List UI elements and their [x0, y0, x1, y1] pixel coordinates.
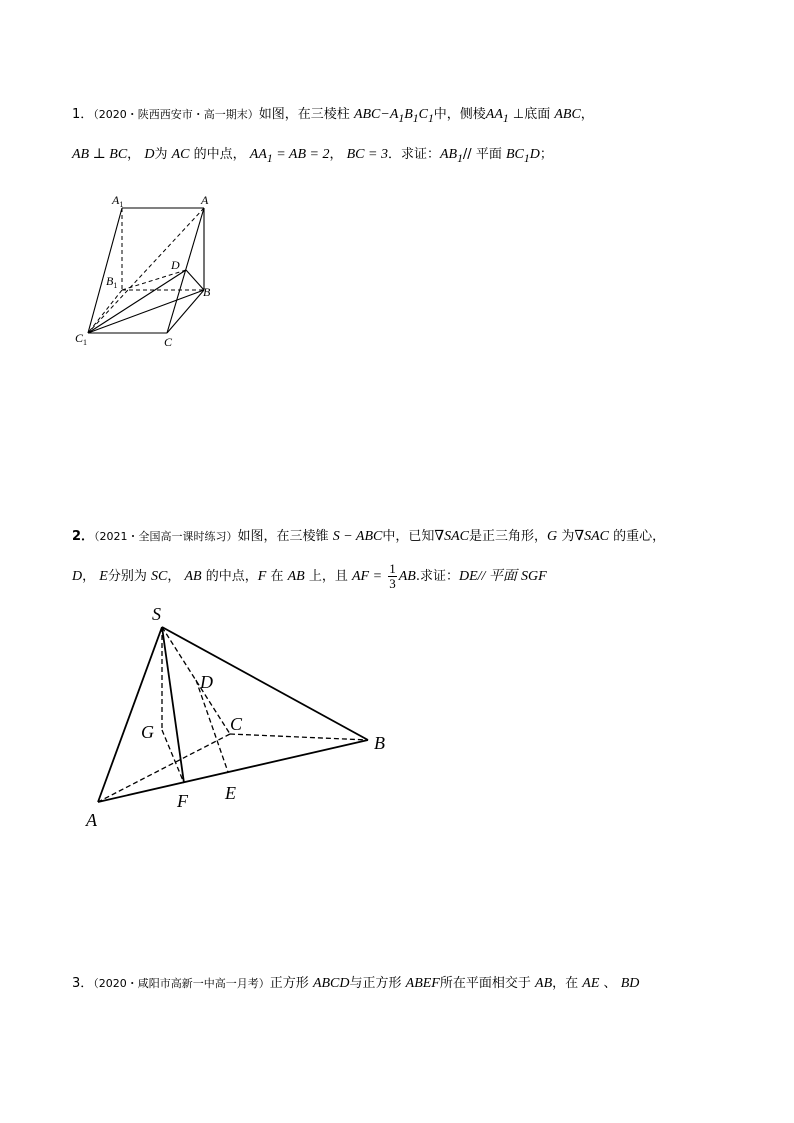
math-base: ABC	[554, 107, 581, 122]
math-sc: SC	[150, 569, 168, 584]
problem-number: 3．	[72, 976, 94, 991]
problem-2-line-2: D， E分别为 SC， AB 的中点，F 在 AB 上，且 AF = $\frac{1}{3}$ AB.求证：DE// 平面 SGF	[72, 561, 547, 591]
label-g: G	[141, 722, 154, 742]
text: 正方形	[269, 976, 309, 991]
math-de-parallel: DE// 平面	[458, 569, 517, 584]
text: 上，且	[308, 569, 348, 584]
text: 、	[603, 976, 617, 991]
edge-b1d-hidden	[122, 270, 186, 290]
math-ab-3: AB	[398, 569, 416, 584]
text: 与正方形	[349, 976, 402, 991]
math-prism: $ABC-A_1B_1C_1$	[353, 107, 434, 125]
label-a1: $A_1$	[112, 193, 124, 209]
problem-source: （2020・陕西西安市・高一期末）	[93, 108, 259, 121]
math-pyramid: S − ABC	[332, 529, 383, 544]
text: ；	[539, 147, 553, 162]
math-aa1: $AA_1$	[485, 107, 509, 125]
math-ac: AC	[171, 147, 190, 162]
edge-sf	[162, 627, 184, 783]
problem-source: （2020・咸阳市高新一中高一月考）	[93, 977, 270, 990]
math-f: F	[257, 569, 267, 584]
fraction-one-third: $\frac{1}{3}$	[389, 561, 396, 591]
problem-number: 2．	[72, 529, 95, 544]
text: 的重心，	[613, 529, 666, 544]
text: 分别为	[107, 569, 147, 584]
text: 如图，在三棱锥	[237, 529, 329, 544]
label-c: C	[230, 714, 243, 734]
text: .求证：	[415, 569, 459, 584]
math-e: E	[99, 569, 108, 584]
math-ab1: $AB_1$	[439, 147, 463, 165]
math-sgf: SGF	[521, 569, 547, 584]
edge-cb-hidden	[230, 734, 368, 740]
math-bc3: BC = 3	[346, 147, 388, 162]
text: 求证：	[400, 147, 440, 162]
math-d: D	[144, 147, 155, 162]
math-aa1-eq: $AA_1$ = AB = 2	[249, 147, 330, 165]
label-d: D	[200, 672, 213, 692]
math-d: D	[72, 569, 83, 584]
problem-number: 1．	[72, 107, 94, 122]
text: 中，已知	[382, 529, 435, 544]
math-ab: AB	[184, 569, 202, 584]
problem-1-line-1	[72, 106, 594, 128]
math-abef: ABEF	[405, 976, 440, 991]
problem-source: （2021・全国高一课时练习）	[94, 530, 238, 543]
text: 的中点，	[193, 147, 246, 162]
math-af: AF =	[352, 569, 383, 584]
prism-figure	[70, 190, 230, 355]
label-a: A	[86, 810, 97, 830]
math-tri-sac: ∇SAC	[434, 529, 470, 544]
math-ab: AB	[535, 976, 553, 991]
text: 在	[270, 569, 284, 584]
label-f: F	[177, 791, 188, 811]
text: 为	[561, 529, 575, 544]
text: 的中点，	[205, 569, 258, 584]
text: 中，侧棱	[433, 107, 486, 122]
edge-sb	[162, 627, 368, 740]
label-c: C	[164, 335, 173, 349]
problem-2-line-1	[72, 528, 665, 546]
edge-c1b	[88, 290, 204, 333]
edge-db	[186, 270, 204, 290]
math-tri-sac-2: ∇SAC	[574, 529, 609, 544]
edge-sa	[98, 627, 162, 802]
label-b: B	[374, 733, 385, 753]
text: ⊥底面	[512, 107, 551, 122]
text: // 平面	[462, 147, 502, 162]
text: 是正三角形，	[469, 529, 548, 544]
label-s: S	[152, 604, 161, 624]
edge-de-hidden	[196, 680, 228, 772]
math-g: G	[547, 529, 558, 544]
label-a: A	[201, 193, 209, 207]
text: ，	[580, 107, 594, 122]
label-b: B	[203, 285, 211, 299]
problem-3-line-1	[72, 975, 639, 993]
text: 为	[154, 147, 168, 162]
math-abcd: ABCD	[312, 976, 350, 991]
pyramid-figure	[80, 600, 400, 835]
label-c1: $C_1$	[75, 331, 88, 347]
edge-ca-hidden	[98, 734, 230, 802]
label-b1: $B_1$	[106, 274, 118, 290]
math-ae: AE	[582, 976, 600, 991]
text: 所在平面相交于	[439, 976, 531, 991]
math-ab-2: AB	[287, 569, 305, 584]
label-d: D	[171, 258, 180, 272]
math-bd: BD	[620, 976, 640, 991]
label-e: E	[225, 783, 236, 803]
math-ab-perp-bc: AB ⊥ BC	[72, 147, 128, 162]
math-plane: $BC_1D$	[505, 147, 540, 165]
text: ，在	[552, 976, 579, 991]
problem-1-line-2: AB ⊥ BC， D为 AC 的中点， $AA_1$ = AB = 2， BC = 3．求证：$AB_1//$ 平面 $BC_1D$；	[72, 147, 553, 165]
text: 如图，在三棱柱	[258, 107, 350, 122]
